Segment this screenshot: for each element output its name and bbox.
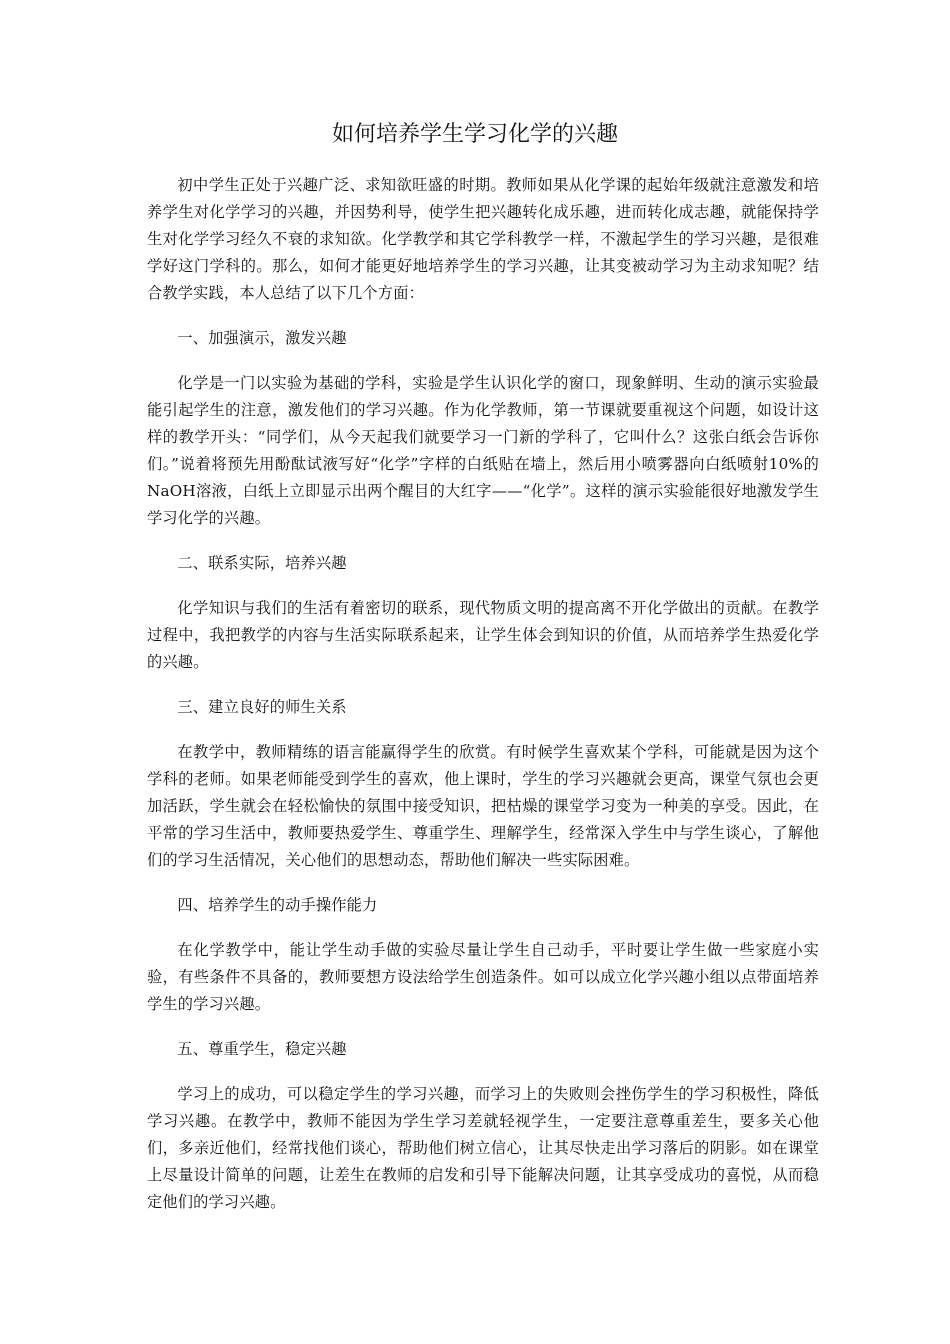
- section-paragraph-5: 学习上的成功，可以稳定学生的学习兴趣，而学习上的失败则会挫伤学生的学习积极性，降低学习兴趣。在教学中，教师不能因为学生学习差就轻视学生，一定要注意尊重差生，要多关心他们，多亲近他们，经常找他们谈心，帮助他们树立信心，让其尽快走出学习落后的阴影。如在课堂上尽量设计简单的问题，让差生在教师的启发和引导下能解决问题，让其享受成功的喜悦，从而稳定他们的学习兴趣。: [147, 1085, 819, 1211]
- section-paragraph-1: 化学是一门以实验为基础的学科，实验是学生认识化学的窗口，现象鲜明、生动的演示实验最能引起学生的注意，激发他们的学习兴趣。作为化学教师，第一节课就要重视这个问题，如设计这样的教学开头：“同学们，从今天起我们就要学习一门新的学科了，它叫什么？这张白纸会告诉你们。”说着将预先用酚酞试液写好“化学”字样的白纸贴在墙上，然后用小喷雾器向白纸喷射10%的NaOH溶液，白纸上立即显示出两个醒目的大红字——“化学”。这样的演示实验能很好地激发学生学习化学的兴趣。: [147, 374, 819, 527]
- section-paragraph-4: 在化学教学中，能让学生动手做的实验尽量让学生自己动手，平时要让学生做一些家庭小实验，有些条件不具备的，教师要想方设法给学生创造条件。如可以成立化学兴趣小组以点带面培养学生的学习兴趣。: [147, 941, 819, 1013]
- document-title: 如何培养学生学习化学的兴趣: [331, 122, 618, 147]
- section-heading-5: 五、尊重学生，稳定兴趣: [177, 1040, 347, 1058]
- section-heading-4: 四、培养学生的动手操作能力: [177, 896, 378, 914]
- section-paragraph-3: 在教学中，教师精练的语言能赢得学生的欣赏。有时候学生喜欢某个学科，可能就是因为这个学科的老师。如果老师能受到学生的喜欢，他上课时，学生的学习兴趣就会更高，课堂气氛也会更加活跃，学生就会在轻松愉快的氛围中接受知识，把枯燥的课堂学习变为一种美的享受。因此，在平常的学习生活中，教师要热爱学生、尊重学生、理解学生，经常深入学生中与学生谈心，了解他们的学习生活情况，关心他们的思想动态，帮助他们解决一些实际困难。: [147, 743, 819, 869]
- document-body: [147, 172, 819, 1216]
- intro-paragraph: 初中学生正处于兴趣广泛、求知欲旺盛的时期。教师如果从化学课的起始年级就注意激发和培养学生对化学学习的兴趣，并因势利导，使学生把兴趣转化成乐趣，进而转化成志趣，就能保持学生对化学学习经久不衰的求知欲。化学教学和其它学科教学一样，不激起学生的学习兴趣，是很难学好这门学科的。那么，如何才能更好地培养学生的学习兴趣，让其变被动学习为主动求知呢？结合教学实践，本人总结了以下几个方面：: [147, 176, 819, 302]
- section-paragraph-2: 化学知识与我们的生活有着密切的联系，现代物质文明的提高离不开化学做出的贡献。在教学过程中，我把教学的内容与生活实际联系起来，让学生体会到知识的价值，从而培养学生热爱化学的兴趣。: [147, 599, 819, 671]
- section-heading-2: 二、联系实际，培养兴趣: [177, 554, 347, 572]
- section-heading-3: 三、建立良好的师生关系: [177, 698, 347, 716]
- section-heading-1: 一、加强演示，激发兴趣: [177, 329, 347, 347]
